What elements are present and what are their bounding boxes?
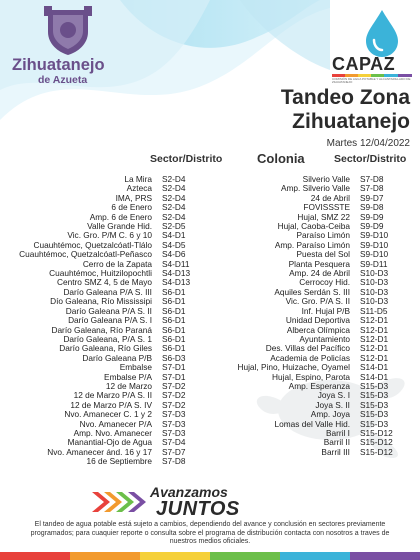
colonia-name: Darío Galeana, Río Paraná xyxy=(51,324,152,335)
sector-code: S9-D7 xyxy=(360,192,384,203)
sector-code: S2-D5 xyxy=(162,221,186,232)
colonia-name: Amp. Silverio Valle xyxy=(280,183,350,194)
sector-code: S12-D1 xyxy=(360,315,389,326)
header-right-sector: Sector/Distrito xyxy=(334,153,407,165)
sector-code: S15-D3 xyxy=(360,380,389,391)
colonia-name: Amp. Paraíso Limón xyxy=(274,239,350,250)
sector-code: S15-D12 xyxy=(360,437,393,448)
sector-code: S7-D2 xyxy=(162,390,186,401)
colonia-name: Barril II xyxy=(323,437,350,448)
sector-code: S4-D13 xyxy=(162,268,191,279)
sector-code: S6-D1 xyxy=(162,296,186,307)
sector-code: S12-D1 xyxy=(360,333,389,344)
crest-icon xyxy=(42,6,94,56)
colonia-name: Planta Pesquera xyxy=(288,258,350,269)
colonia-name: Joya S. I xyxy=(317,390,350,401)
sector-code: S2-D4 xyxy=(162,202,186,213)
colonia-name: Amp. Joya xyxy=(310,409,350,420)
colonia-name: 16 de Septiembre xyxy=(86,456,152,467)
sector-code: S2-D4 xyxy=(162,174,186,184)
sector-code: S10-D3 xyxy=(360,296,389,307)
colonia-name: Lomas del Valle Hid. xyxy=(274,418,350,429)
colonia-name: Cerrocoy Hid. xyxy=(299,277,350,288)
sector-code: S9-D10 xyxy=(360,230,389,241)
colonia-name: Hujal, Pino, Huizache, Oyamel xyxy=(237,362,350,373)
colonia-name: Embalse P/A xyxy=(104,371,152,382)
sector-code: S7-D3 xyxy=(162,427,186,438)
colonia-name: Darío Galeana, Río Giles xyxy=(59,343,152,354)
colonia-name: Hujal, Caoba-Ceiba xyxy=(277,221,350,232)
colonia-name: Barril III xyxy=(321,446,350,457)
sector-code: S14-D1 xyxy=(360,371,389,382)
sector-code: S9-D10 xyxy=(360,249,389,260)
sector-code: S7-D3 xyxy=(162,409,186,420)
title-line2: Zihuatanejo xyxy=(292,110,410,133)
colonia-name: 6 de Enero xyxy=(111,202,152,213)
colonia-name: Aquiles Serdán S. III xyxy=(274,286,350,297)
water-drop-icon xyxy=(362,8,402,58)
slogan-line1: Avanzamos xyxy=(150,484,228,500)
sector-code: S10-D3 xyxy=(360,286,389,297)
colonia-name: Amp. 6 de Enero xyxy=(89,211,152,222)
sector-code: S9-D10 xyxy=(360,239,389,250)
sector-code: S6-D1 xyxy=(162,343,186,354)
colonia-name: 12 de Marzo xyxy=(105,380,152,391)
colonia-name: Hujal, Espino, Parota xyxy=(272,371,350,382)
colonia-name: Amp. Nvo. Amanecer xyxy=(73,427,152,438)
right-schedule-list xyxy=(206,175,412,457)
sector-code: S12-D1 xyxy=(360,343,389,354)
colonia-name: Nvo. Amanecer C. 1 y 2 xyxy=(64,409,152,420)
colonia-name: Barril I xyxy=(326,427,350,438)
colonia-name: Amp. 24 de Abril xyxy=(289,268,350,279)
sector-code: S12-D1 xyxy=(360,352,389,363)
colonia-name: Puesta del Sol xyxy=(296,249,350,260)
colonia-name: Inf. Hujal P/B xyxy=(301,305,350,316)
colonia-name: Darío Galeana P/A S. II xyxy=(65,305,152,316)
date: Martes 12/04/2022 xyxy=(326,138,410,149)
brand-name: CAPAZ xyxy=(332,54,396,74)
sector-code: S10-D3 xyxy=(360,277,389,288)
sector-code: S9-D8 xyxy=(360,202,384,213)
sector-code: S2-D4 xyxy=(162,183,186,194)
slogan-line2: JUNTOS xyxy=(156,498,240,520)
colonia-name: Unidad Deportiva xyxy=(285,315,350,326)
colonia-name: Cuauhtémoc, Huitzilopochtli xyxy=(49,268,152,279)
colonia-name: Manantial-Ojo de Agua xyxy=(67,437,152,448)
sector-code: S7-D3 xyxy=(162,418,186,429)
footer-disclaimer: El tandeo de agua potable está sujeto a cambios, dependiendo del avance y conclusión en sectores previamente programados; para cuaquier reporte o consulta sobre el programa de distribución contacta con nosotros a traves de nuestros medios oficiales. xyxy=(30,521,390,546)
colonia-name: Nvo. Amanecer ánd. 16 y 17 xyxy=(47,446,152,457)
sector-code: S4-D5 xyxy=(162,239,186,250)
colonia-name: Vic. Gro. P/M C. 6 y 10 xyxy=(67,230,152,241)
brand-subtitle: COMISIÓN DE AGUA POTABLE Y ALCANTARILLADO DE ZIHUATANEJO xyxy=(332,77,411,85)
header-left-sector: Sector/Distrito xyxy=(150,153,223,165)
sector-code: S15-D12 xyxy=(360,427,393,438)
footer-color-bar xyxy=(0,552,420,560)
sector-code: S6-D1 xyxy=(162,324,186,335)
colonia-name: Darío Galeana P/B xyxy=(82,352,152,363)
left-schedule-list xyxy=(4,175,202,467)
colonia-name: Alberca Olímpica xyxy=(286,324,350,335)
colonia-name: Dío Galeana, Río Mississipi xyxy=(50,296,152,307)
sector-code: S15-D3 xyxy=(360,390,389,401)
sector-code: S9-D9 xyxy=(360,221,384,232)
sector-code: S7-D2 xyxy=(162,399,186,410)
colonia-name: Cuauhtémoc, Quetzalcóatl-Peñasco xyxy=(19,249,152,260)
sector-code: S15-D3 xyxy=(360,399,389,410)
colonia-name: Darío Galeana P/A S. I xyxy=(68,315,152,326)
colonia-name: Amp. Esperanza xyxy=(288,380,350,391)
colonia-name: Darío Galeana P/A S. III xyxy=(63,286,152,297)
sector-code: S2-D4 xyxy=(162,211,186,222)
sector-code: S4-D6 xyxy=(162,249,186,260)
colonia-name: IMA, PRS xyxy=(115,192,152,203)
colonia-name: Darío Galeana, P/A S. 1 xyxy=(63,333,152,344)
colonia-name: Cuauhtémoc, Quetzalcóatl-Tlálo xyxy=(33,239,152,250)
sector-code: S11-D5 xyxy=(360,305,388,316)
sector-code: S6-D1 xyxy=(162,315,186,326)
sector-code: S4-D11 xyxy=(162,258,190,269)
colonia-name: Des. Villas del Pacífico xyxy=(265,343,350,354)
colonia-name: Embalse xyxy=(119,362,152,373)
colonia-name: 12 de Marzo P/A S. II xyxy=(73,390,152,401)
sector-code: S9-D11 xyxy=(360,258,388,269)
sector-code: S6-D1 xyxy=(162,305,186,316)
sector-code: S7-D7 xyxy=(162,446,186,457)
title-line1: Tandeo Zona xyxy=(280,86,410,109)
logo-subtitle: de Azueta xyxy=(38,74,88,86)
sector-code: S7-D8 xyxy=(162,456,186,467)
colonia-name: FOVISSSTE xyxy=(303,202,350,213)
sector-code: S2-D4 xyxy=(162,192,186,203)
sector-code: S15-D12 xyxy=(360,446,393,457)
slogan xyxy=(90,484,330,520)
colonia-name: Centro SMZ 4, 5 de Mayo xyxy=(57,277,152,288)
sector-code: S7-D1 xyxy=(162,371,186,382)
colonia-name: Vic. Gro. P/A S. II xyxy=(285,296,350,307)
arrows-icon xyxy=(90,486,152,518)
sector-code: S10-D3 xyxy=(360,268,389,279)
sector-code: S6-D1 xyxy=(162,286,186,297)
colonia-name: Valle Grande Hid. xyxy=(87,221,152,232)
colonia-name: La Mira xyxy=(124,174,152,184)
sector-code: S4-D1 xyxy=(162,230,186,241)
sector-code: S4-D13 xyxy=(162,277,191,288)
sector-code: S9-D9 xyxy=(360,211,384,222)
sector-code: S15-D3 xyxy=(360,409,389,420)
sector-code: S6-D1 xyxy=(162,333,186,344)
colonia-name: Cerro de la Zapata xyxy=(82,258,152,269)
schedule-row xyxy=(206,448,412,457)
colonia-name: 24 de Abril xyxy=(310,192,350,203)
colonia-name: Azteca xyxy=(126,183,152,194)
sector-code: S14-D1 xyxy=(360,362,389,373)
colonia-name: Silverio Valle xyxy=(302,174,350,184)
sector-code: S15-D3 xyxy=(360,418,389,429)
header-colonia: Colonia xyxy=(257,151,305,166)
sector-code: S7-D8 xyxy=(360,174,384,184)
colonia-name: Academia de Policías xyxy=(270,352,350,363)
colonia-name: Nvo. Amanecer P/A xyxy=(79,418,152,429)
logo-title: Zihuatanejo xyxy=(12,56,105,74)
schedule-row xyxy=(4,457,202,466)
sector-code: S12-D1 xyxy=(360,324,389,335)
colonia-name: Joya S. II xyxy=(315,399,350,410)
colonia-name: Paraíso Limón xyxy=(296,230,350,241)
sector-code: S7-D1 xyxy=(162,362,186,373)
sector-code: S7-D2 xyxy=(162,380,186,391)
colonia-name: Ayuntamiento xyxy=(299,333,350,344)
sector-code: S7-D4 xyxy=(162,437,186,448)
sector-code: S6-D3 xyxy=(162,352,186,363)
sector-code: S7-D8 xyxy=(360,183,384,194)
colonia-name: 12 de Marzo P/A S. IV xyxy=(70,399,152,410)
colonia-name: Hujal, SMZ 22 xyxy=(297,211,350,222)
